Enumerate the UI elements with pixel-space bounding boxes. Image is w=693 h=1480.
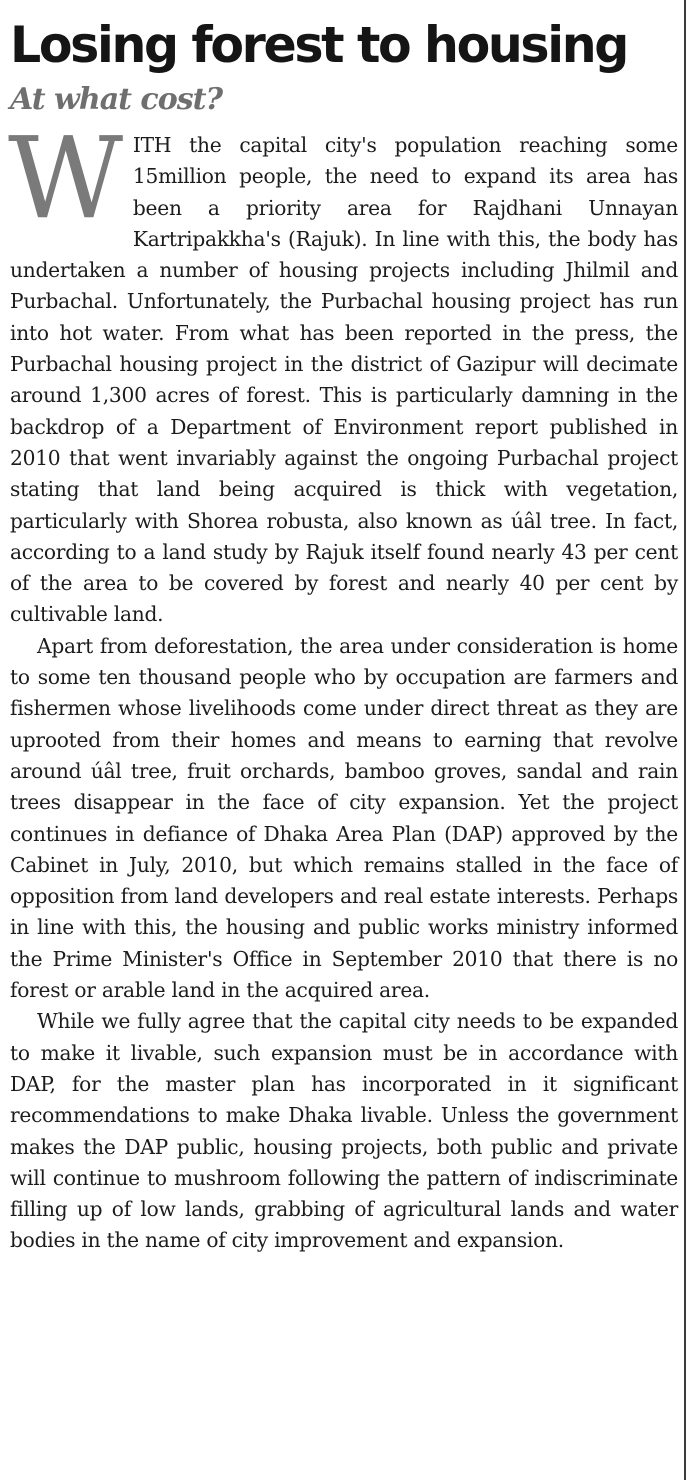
subheadline: At what cost?	[10, 82, 223, 117]
editorial-article	[10, 0, 678, 1257]
drop-cap: W	[8, 114, 123, 244]
column-divider	[684, 0, 686, 1480]
paragraph-3: While we fully agree that the capital city needs to be expanded to make it livable, such expansion must be in accordance with DAP, for the master plan has incorporated in it significant recommendations to make Dhaka livable. Unless the government makes the DAP public, housing projects, both public and private will continue to mushroom following the pattern of indiscriminate filling up of low lands, grabbing of agricultural lands and water bodies in the name of city improvement and expansion.	[10, 1009, 678, 1253]
article-body	[8, 114, 678, 1257]
paragraph-1	[8, 114, 678, 631]
paragraph-1-text: ITH the capital city's population reaching some 15million people, the need to expand its area has been a priority area for Rajdhani Unnayan Kartripakkha's (Rajuk). In line with this, the body has undertaken a number of housing projects including Jhilmil and Purbachal. Unfortunately, the Purbachal housing project has run into hot water. From what has been reported in the press, the Purbachal housing project in the district of Gazipur will decimate around 1,300 acres of forest. This is particularly damning in the backdrop of a Department of Environment report published in 2010 that went invariably against the ongoing Purbachal project stating that land being acquired is thick with vegetation, particularly with Shorea robusta, also known as úâl tree. In fact, according to a land study by Rajuk itself found nearly 43 per cent of the area to be covered by forest and nearly 40 per cent by cultivable land.	[10, 133, 678, 627]
paragraph-2: Apart from deforestation, the area under consideration is home to some ten thousand people who by occupation are farmers and fishermen whose livelihoods come under direct threat as they are uprooted from their homes and means to earning that revolve around úâl tree, fruit orchards, bamboo groves, sandal and rain trees disappear in the face of city expansion. Yet the project continues in defiance of Dhaka Area Plan (DAP) approved by the Cabinet in July, 2010, but which remains stalled in the face of opposition from land developers and real estate interests. Perhaps in line with this, the housing and public works ministry informed the Prime Minister's Office in September 2010 that there is no forest or arable land in the acquired area.	[10, 633, 678, 1003]
headline: Losing forest to housing	[10, 16, 627, 74]
